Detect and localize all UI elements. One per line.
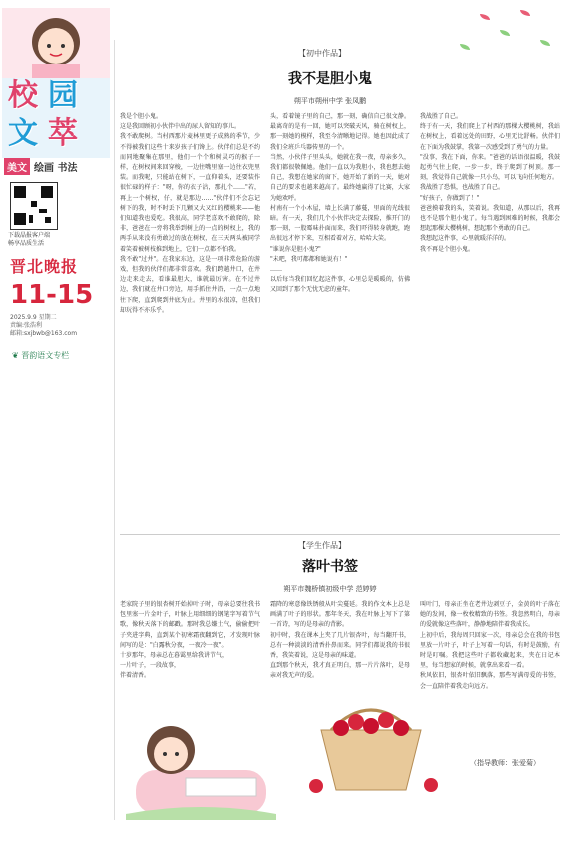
leaf-icon [520,10,530,16]
subtitle-rest: 绘画 书法 [34,163,78,174]
qr-caption [8,232,50,248]
masthead-char-1: 校 [8,78,38,113]
leaf-icon [540,40,550,46]
article2-column-3: 叫叶门，母亲正坐在老井边剥豆子，金黄的叶子落在她的发间，像一枚枚精致的书签。我忽然明白，母亲的爱就像这些落叶，静静地陪伴着我成长。 上初中后，我每周只回家一次，母亲总会在我的书包里放一片叶子，叶子上写着一句话，有时是鼓励，有时是叮嘱。我把这些叶子都收藏起来，夹在日记本里，每当想家的时候，就拿出来看一看。 秋风依旧，银杏叶依旧飘落，那些写满母爱的书签，会一直陪伴着我走向远方。 [420,601,560,690]
article1-column-2: 头，看着镜子里的自己，那一刻，确信自己很文静。最离奇的是有一回，她可以突破天风，骑在树杈上，那一刻她的模样，我至今清晰地记得。她也因此成了我们全班乒乓器传里的一个。 当然，小伙伴子里头头，她就在我一夜，母亲多久，我们都很敬佩她。他们一直以为我胆小，我也想去她自己，我想在她家的窗下，她开始了新的一天，她对自己的要求也越来越高了。最终她赢得了比赛，大家为她欢呼。 村南有一个小木屋，墙上长满了藤蔓，里面的光线很暗。有一天，我们几个小伙伴决定去探险，推开门的那一刻，一股霉味扑面而来，我们吓得转身就跑，跑出很远才停下来，互相看着对方，哈哈大笑。 "谁说你是胆小鬼?" "未吧，我可都都和她说有！" …… 以后每当我们回忆起这件事，心里总是暖暖的，仿佛又回到了那个无忧无虑的童年。 [270,113,410,294]
leaf-icon: ❦ [12,351,22,360]
leaf-icon [460,44,470,50]
girl-reading-illustration [126,690,276,820]
masthead-char-3: 文 [8,116,38,151]
logo-text: 晋韵语文专栏 [21,351,70,360]
section-rule [120,534,560,535]
subtitle-tag: 美文 [4,158,30,175]
qr-code[interactable] [10,182,58,230]
issue-meta [10,314,77,338]
article1-column-3: 我战胜了自己。 终于有一天，我们爬上了村西的那棵大樱桃树，我站在树杈上，看着远处的田野，心里无比舒畅。伙伴们在下面为我鼓掌，我第一次感受到了勇气的力量。 "没事，我在下面，你来。"爸爸的话语很温暖，我鼓起勇气往上爬，一步一步，终于爬到了树顶。那一刻，我觉得自己就像一只小鸟，可以飞向任何地方。 我战胜了恐惧，也战胜了自己。 "好孩子，你做到了！" 爸爸摸着我的头，笑着说。我知道，从那以后，我再也不是那个胆小鬼了。每当遇到困难的时候，我都会想起那棵大樱桃树，想起那个勇敢的自己。 我想起这件事，心里就暖洋洋的。 我不再是个胆小鬼。 [420,113,560,253]
article1-byline: 朔平市朔州中学 张凤鹏 [293,97,367,105]
masthead-char-2: 园 [48,78,78,113]
sidebar [0,0,112,841]
masthead-char-4: 萃 [48,116,78,151]
article2-section-label: 【学生作品】 [298,541,346,550]
email: 邮箱:sxjbwb@163.com [10,330,78,337]
qr-caption-line-2: 畅享品质生活 [8,240,45,247]
newspaper-name: 晋北晚报 [10,257,79,276]
article1-column-1: 我是个胆小鬼。 这是我回顾初小伙伴中出的尿人留知的事儿。 我不敢爬树。当村西那片麦林里更子成熟的季节，少不得被我们这些十来岁孩子们馋上。伙伴们总是不约而同地聚集在那里，他们一个个和树灵巧的猴子一样，在树杈间来回穿梭，一边往嘴里塞一边往衣兜里装。而我呢，只能站在树下，一直仰着头，还要装作很忙碌的样子："呀，你的衣子沾，那扎个……"若，再上一个树杈，仔，就是那边……"伙伴们不会忘记树下的我，时不时丢下几颗又大又红的樱桃来——他们知道我也爱吃。我很高，同学老喜欢不敢爬的，除非，爸爸在一旁将我举到树上的一点的树杈上，我的两手从来没有勇敢过的放在树杈，在三天两头被同学着笑着被树枝推到地上，它们一点都不怕我。 我不敢"过井"。在我家东边，这是一项非常危险的游戏，但我的伙伴们都非常喜欢。我们跨越井口，在井边走来走去，看谁最胆大，谁就最厉害。在不过井边，我们就在井口旁边，用手抓住井沿，一点一点地往下爬，直到爬到井底为止。井里的水很凉，但我们却玩得不亦乐乎。 [120,113,260,314]
page-number: 11-15 [10,280,94,310]
cherry-basket-illustration [296,690,446,800]
article1-title: 我不是胆小鬼 [288,71,372,87]
column-logo [12,350,69,361]
article1-section-label: 【初中作品】 [298,49,346,58]
qr-caption-line-1: 下载晶报客户端 [8,232,51,239]
article2-column-1: 老家院子里的银杏树开始掉叶子时，母亲总要往我书包里塞一片金叶子，叶脉上用细细的钢笔字写着节气歌，像秋天落下的邮戳。那时我总嫌土气，偷偷把叶子夹进字典，直到某个初寒霜夜翻到它，才发现叶脉间写的是："白露秋分夜，一夜冷一夜"。 十岁那年，母亲总在暮霭里给我讲节气， 一片叶子，一段故事， 伴着清香。 [120,601,260,680]
issue-date: 2025.9.9 星期二 [10,314,57,321]
article2-column-2: 霜降的寒意像铁锈般从叶尖蔓延。我的作文本上总是画满了叶子的形状。那年冬天，我在叶脉上写下了第一首诗，写的是母亲的背影。 初中时，我在课本上夹了几片银杏叶，每当翻开书，总有一种淡淡的清香扑鼻而来。同学们都说我的书很香，我笑着说，这是母亲的味道。 直到那个秋天，我才真正明白，那一片片落叶，是母亲对我无声的爱。 [270,601,410,680]
article2-title: 落叶书签 [302,559,358,575]
leaf-icon [500,30,510,36]
leaf-icon [480,14,490,20]
article2-teacher: （指导教师：张爱菊） [470,759,540,767]
column-divider [114,40,115,820]
column-subtitle [4,158,108,174]
article2-byline: 朔平市魏桥镇初级中学 范婷婷 [283,585,377,593]
editor: 责编:张浩利 [10,322,43,329]
